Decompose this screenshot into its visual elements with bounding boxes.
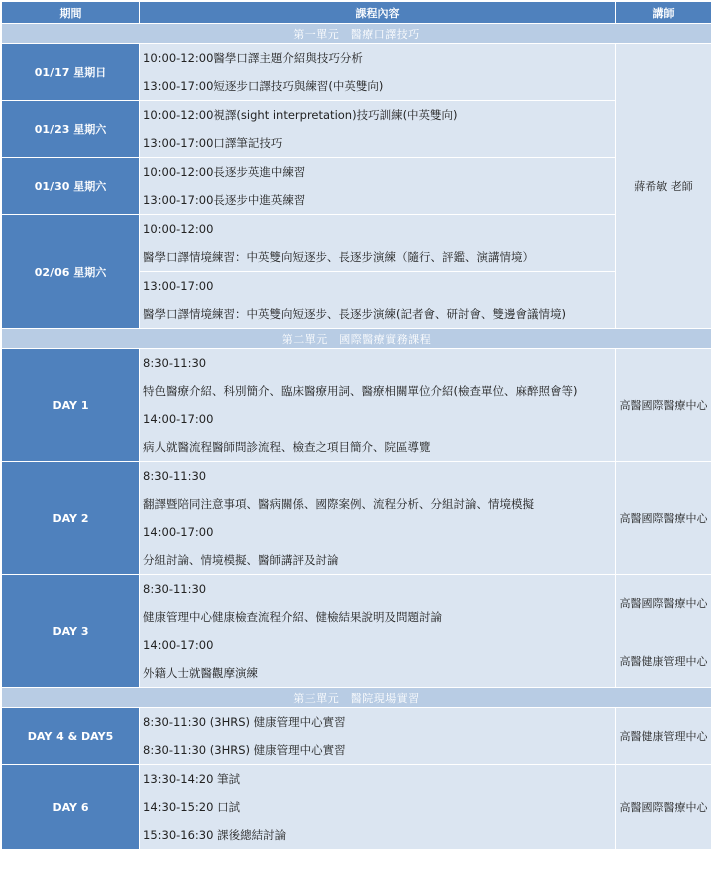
period-cell: 01/30 星期六 xyxy=(2,158,140,215)
period-cell: 02/06 星期六 xyxy=(2,215,140,329)
table-row xyxy=(2,158,712,215)
course-line: 10:00-12:00視譯(sight interpretation)技巧訓練(中英雙向) xyxy=(143,108,458,122)
table-row xyxy=(2,215,712,329)
course-line: 8:30-11:30 xyxy=(143,469,207,483)
content-cell xyxy=(140,708,616,765)
unit-title-row xyxy=(2,688,712,708)
table-row xyxy=(2,349,712,462)
content-cell xyxy=(140,44,616,101)
course-line: 特色醫療介紹、科別簡介、臨床醫療用詞、醫療相關單位介紹(檢查單位、麻醉照會等) xyxy=(143,384,578,398)
course-line: 14:30-15:20 口試 xyxy=(143,800,241,814)
course-line: 14:00-17:00 xyxy=(143,525,214,539)
unit-title: 第三單元 醫院現場實習 xyxy=(2,688,712,708)
course-line: 14:00-17:00 xyxy=(143,638,214,652)
course-line: 醫學口譯情境練習：中英雙向短逐步、長逐步演練（隨行、評鑑、演講情境） xyxy=(143,250,534,264)
unit-title-row xyxy=(2,329,712,349)
content-cell xyxy=(140,765,616,850)
course-line: 8:30-11:30 (3HRS) 健康管理中心實習 xyxy=(143,743,346,757)
table-row xyxy=(2,462,712,575)
period-cell: DAY 6 xyxy=(2,765,140,850)
course-line: 13:30-14:20 筆試 xyxy=(143,772,241,786)
instructor-name: 高醫國際醫療中心 xyxy=(619,597,708,610)
course-line: 翻譯暨陪同注意事項、醫病關係、國際案例、流程分析、分組討論、情境模擬 xyxy=(143,497,534,511)
period-cell: DAY 2 xyxy=(2,462,140,575)
unit-title: 第二單元 國際醫療實務課程 xyxy=(2,329,712,349)
content-cell xyxy=(140,215,616,329)
content-cell xyxy=(140,349,616,462)
course-line: 13:00-17:00長逐步中進英練習 xyxy=(143,193,306,207)
content-cell xyxy=(140,462,616,575)
instructor-cell: 高醫國際醫療中心 xyxy=(616,765,712,850)
content-cell xyxy=(140,101,616,158)
header-instructor: 講師 xyxy=(616,2,712,24)
unit-title-row xyxy=(2,24,712,44)
unit-title: 第一單元 醫療口譯技巧 xyxy=(2,24,712,44)
course-line: 13:00-17:00口譯筆記技巧 xyxy=(143,136,283,150)
course-line: 8:30-11:30 (3HRS) 健康管理中心實習 xyxy=(143,715,346,729)
instructor-name: 高醫健康管理中心 xyxy=(619,655,708,668)
course-line: 13:00-17:00短逐步口譯技巧與練習(中英雙向) xyxy=(143,79,384,93)
header-period: 期間 xyxy=(2,2,140,24)
course-line: 13:00-17:00 xyxy=(140,271,615,300)
course-line: 15:30-16:30 課後總結討論 xyxy=(143,828,287,842)
instructor-cell: 高醫國際醫療中心 xyxy=(616,349,712,462)
course-line: 外籍人士就醫觀摩演練 xyxy=(143,666,258,680)
course-line: 10:00-12:00 xyxy=(143,222,214,236)
period-cell: DAY 4 & DAY5 xyxy=(2,708,140,765)
table-row xyxy=(2,765,712,850)
header-row xyxy=(2,2,712,24)
course-line: 8:30-11:30 xyxy=(143,356,207,370)
instructor-cell: 高醫健康管理中心 xyxy=(616,708,712,765)
course-schedule-table xyxy=(1,1,712,850)
course-line: 10:00-12:00醫學口譯主題介紹與技巧分析 xyxy=(143,51,363,65)
course-line: 10:00-12:00長逐步英進中練習 xyxy=(143,165,306,179)
course-line: 病人就醫流程醫師問診流程、檢查之項目簡介、院區導覽 xyxy=(143,440,431,454)
table-row xyxy=(2,101,712,158)
instructor-cell xyxy=(616,575,712,688)
table-row xyxy=(2,708,712,765)
course-line: 醫學口譯情境練習：中英雙向短逐步、長逐步演練(記者會、研討會、雙邊會議情境) xyxy=(143,307,566,321)
course-line: 8:30-11:30 xyxy=(143,582,207,596)
course-line: 14:00-17:00 xyxy=(143,412,214,426)
instructor-cell: 高醫國際醫療中心 xyxy=(616,462,712,575)
period-cell: DAY 3 xyxy=(2,575,140,688)
period-cell: DAY 1 xyxy=(2,349,140,462)
content-cell xyxy=(140,158,616,215)
header-content: 課程內容 xyxy=(140,2,616,24)
instructor-cell: 蔣希敏 老師 xyxy=(616,44,712,329)
course-line: 分組討論、情境模擬、醫師講評及討論 xyxy=(143,553,339,567)
period-cell: 01/17 星期日 xyxy=(2,44,140,101)
table-row xyxy=(2,44,712,101)
course-line: 健康管理中心健康檢查流程介紹、健檢結果說明及問題討論 xyxy=(143,610,442,624)
content-cell xyxy=(140,575,616,688)
period-cell: 01/23 星期六 xyxy=(2,101,140,158)
table-row xyxy=(2,575,712,688)
